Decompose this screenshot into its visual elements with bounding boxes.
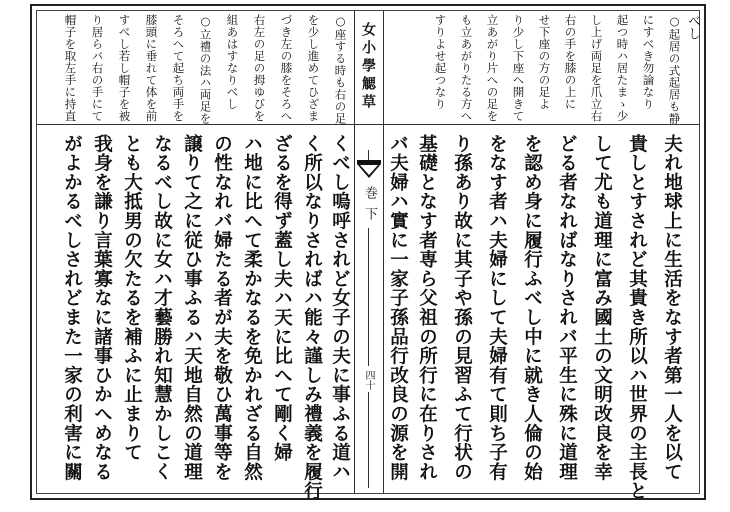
right-main-column: をなす者ハ夫婦にして夫婦有て則ち子有 — [486, 134, 508, 482]
left-upper-column: 組あはすなりべし — [225, 14, 240, 110]
page-number: 四十 — [363, 370, 374, 390]
right-upper-column: すりよせ起つなり — [433, 14, 448, 110]
right-main-column: 貴しとすされど其貴き所以ハ世界の主長と — [626, 134, 648, 501]
left-upper-column: ○座する時も右の足 — [333, 14, 348, 125]
right-main-column: 基礎となす者専ら父祖の所行に在りされ — [416, 134, 438, 482]
left-upper-column: を少し進めてひざま — [306, 14, 321, 122]
right-main-column: を認め身に履行ふべし中に就き人倫の始 — [521, 134, 543, 482]
left-upper-column: 帽子を取左手に持直 — [63, 14, 78, 122]
gutter-rule — [368, 392, 369, 488]
right-main-column: どる者なればなりされバ平生に殊に道理 — [556, 134, 578, 482]
left-main-column: ハ地に比へて柔かなるを免かれざる自然 — [241, 134, 263, 482]
left-main-column: く所以なりさればハ能々謹しみ禮義を履行 — [301, 134, 323, 501]
left-upper-column: 膝頭に垂れて体を前 — [144, 14, 159, 122]
left-main-column: とも大抵男の欠たるを補ふに止まりて — [121, 134, 143, 463]
right-upper-column: し上げ両足を爪立右 — [589, 14, 604, 122]
left-main-column: 我身を謙り言葉寡なに諸事ひかへめなる — [91, 134, 113, 482]
right-upper-column: せ下座の方の足よ — [537, 14, 552, 110]
right-main-column: 夫れ地球上に生活をなす者第一人を以て — [661, 134, 683, 482]
right-header-text: べし — [685, 14, 700, 40]
right-upper-column: り少し下座へ開きて — [511, 14, 526, 122]
left-upper-column: 右左の足の拇ゆびを — [252, 14, 267, 122]
right-main-column: バ夫婦ハ實に一家子孫品行改良の源を開 — [387, 134, 409, 482]
right-main-column: して尤も道理に富み國土の文明改良を幸 — [591, 134, 613, 482]
right-main-column: り孫あり故に其子や孫の見習ふて行状の — [451, 134, 473, 482]
right-upper-column: 右の手を膝の上に — [563, 14, 578, 110]
book-title: 女小學䚡草 — [360, 22, 376, 112]
left-main-column: ざるを得ず蓋し夫ハ天に比へて剛く婦 — [271, 134, 293, 463]
right-upper-column: も立あがりたる方へ — [459, 14, 474, 122]
right-upper-column: 立あがり片への足を — [485, 14, 500, 122]
gutter-rule — [368, 150, 369, 160]
volume-label: 巻下 — [362, 186, 377, 228]
left-main-column: 譲りて之に従ひ事ふるハ天地自然の道理 — [181, 134, 203, 482]
fishtail-mark-icon — [356, 160, 382, 182]
right-upper-column: 起つ時ハ居たまゝ少 — [615, 14, 630, 122]
left-upper-column: づき左の膝をそろへ — [279, 14, 294, 122]
right-upper-column: にすべき勿論なり — [641, 14, 656, 110]
right-upper-column: ○起居の式起居も静 — [667, 14, 682, 125]
left-main-column: くべし嗚呼されど女子の夫に事ふる道ハ — [329, 134, 351, 482]
left-upper-column: り居らバ右の手にて — [90, 14, 105, 122]
left-upper-column: すべし若し帽子を被 — [117, 14, 132, 122]
left-main-column: の性なれバ婦たる者が夫を敬ひ萬事等を — [211, 134, 233, 482]
gutter-rule — [368, 228, 369, 366]
left-upper-column: そろへて起ち両手を — [171, 14, 186, 122]
left-upper-column: ○立禮の法ハ両足を — [198, 14, 213, 125]
left-main-column: がよかるべしされどまた一家の利害に關 — [61, 134, 83, 482]
left-main-column: なるべし故に女ハ才藝勝れ知慧かしこく — [151, 134, 173, 482]
